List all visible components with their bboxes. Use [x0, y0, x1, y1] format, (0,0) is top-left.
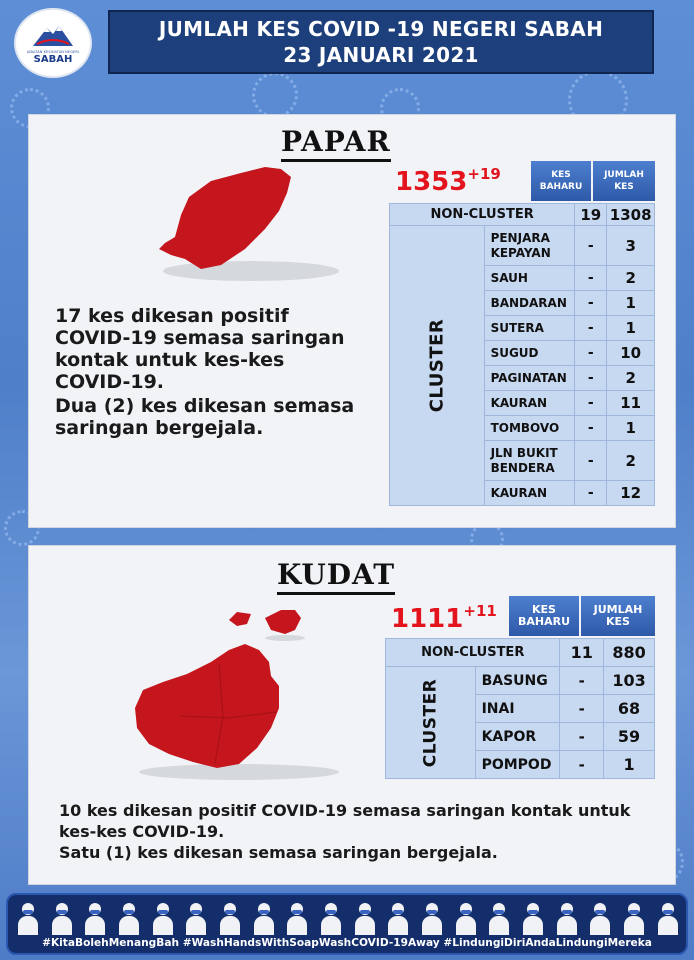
person-icon [590, 903, 610, 935]
cluster-new: - [560, 751, 604, 779]
person-icon [523, 903, 543, 935]
papar-col-new-header: KES BAHARU [531, 161, 591, 201]
person-icon [658, 903, 678, 935]
kudat-non-cluster-new: 11 [560, 639, 604, 667]
cluster-total: 12 [607, 481, 655, 506]
papar-cluster-label-cell [390, 226, 485, 506]
kudat-description [59, 800, 659, 863]
kudat-cluster-label: CLUSTER [420, 678, 441, 767]
cluster-name: PENJARA KEPAYAN [484, 226, 575, 266]
cluster-total: 68 [604, 695, 655, 723]
cluster-new: - [575, 366, 607, 391]
person-icon [388, 903, 408, 935]
papar-map [141, 159, 361, 289]
cluster-name: JLN BUKIT BENDERA [484, 441, 575, 481]
cluster-name: KAPOR [475, 723, 560, 751]
person-icon [119, 903, 139, 935]
person-icon [85, 903, 105, 935]
cluster-name: SUTERA [484, 316, 575, 341]
page-title: JUMLAH KES COVID -19 NEGERI SABAH [158, 17, 604, 41]
page-date: 23 JANUARI 2021 [283, 43, 479, 67]
person-icon [624, 903, 644, 935]
cluster-name: POMPOD [475, 751, 560, 779]
cluster-total: 103 [604, 667, 655, 695]
table-row [390, 204, 655, 226]
health-department-logo [14, 8, 92, 78]
cluster-total: 59 [604, 723, 655, 751]
cluster-new: - [575, 391, 607, 416]
papar-description [55, 305, 365, 439]
kudat-col-total-header: JUMLAH KES [581, 596, 655, 636]
footer-hashtags: #KitaBolehMenangBah #WashHandsWithSoapWashCOVID-19Away #LindungiDiriAndaLindungiMereka [42, 937, 652, 949]
person-icon [456, 903, 476, 935]
person-icon [153, 903, 173, 935]
cluster-total: 2 [607, 366, 655, 391]
person-icon [557, 903, 577, 935]
person-icon [186, 903, 206, 935]
cluster-new: - [575, 291, 607, 316]
papar-total-value: 1353 [395, 167, 468, 197]
papar-panel [28, 114, 676, 528]
cluster-new: - [575, 416, 607, 441]
papar-non-cluster-label: NON-CLUSTER [390, 204, 575, 226]
cluster-new: - [560, 667, 604, 695]
page-header [108, 10, 654, 74]
logo-name: SABAH [33, 53, 73, 65]
cluster-total: 3 [607, 226, 655, 266]
cluster-name: PAGINATAN [484, 366, 575, 391]
cluster-new: - [575, 226, 607, 266]
cluster-name: SUGUD [484, 341, 575, 366]
cluster-new: - [575, 441, 607, 481]
cluster-total: 1 [607, 316, 655, 341]
cluster-total: 2 [607, 441, 655, 481]
kudat-panel [28, 545, 676, 885]
kudat-map [119, 604, 349, 784]
cluster-name: KAURAN [484, 391, 575, 416]
papar-total-new: +19 [467, 165, 501, 183]
kudat-description-line: Satu (1) kes dikesan semasa saringan bergejala. [59, 843, 498, 862]
cluster-total: 1 [607, 416, 655, 441]
person-icon [52, 903, 72, 935]
logo-tagline: JABATAN KESIHATAN NEGERI [26, 49, 79, 54]
kudat-cases-table [385, 638, 655, 779]
papar-non-cluster-total: 1308 [607, 204, 655, 226]
cluster-name: SAUH [484, 266, 575, 291]
cluster-name: BASUNG [475, 667, 560, 695]
mountain-logo-icon [31, 22, 75, 48]
cluster-name: INAI [475, 695, 560, 723]
cluster-new: - [575, 266, 607, 291]
person-icon [321, 903, 341, 935]
person-icon [254, 903, 274, 935]
cluster-total: 1 [607, 291, 655, 316]
cluster-name: BANDARAN [484, 291, 575, 316]
kudat-total-value: 1111 [391, 604, 464, 634]
person-icon [18, 903, 38, 935]
papar-total [395, 165, 501, 197]
person-icon [355, 903, 375, 935]
papar-description-line: 17 kes dikesan positif COVID-19 semasa saringan kontak untuk kes-kes COVID-19. [55, 305, 345, 393]
virus-decoration [252, 72, 298, 118]
cluster-total: 10 [607, 341, 655, 366]
cluster-name: TOMBOVO [484, 416, 575, 441]
cluster-new: - [560, 695, 604, 723]
cluster-total: 11 [607, 391, 655, 416]
cluster-total: 1 [604, 751, 655, 779]
person-icon [220, 903, 240, 935]
kudat-non-cluster-total: 880 [604, 639, 655, 667]
papar-description-line: Dua (2) kes dikesan semasa saringan bergejala. [55, 395, 355, 439]
kudat-description-line: 10 kes dikesan positif COVID-19 semasa saringan kontak untuk kes-kes COVID-19. [59, 801, 631, 841]
papar-non-cluster-new: 19 [575, 204, 607, 226]
papar-cases-table [389, 203, 655, 506]
person-icon [422, 903, 442, 935]
table-row [386, 639, 655, 667]
cluster-new: - [575, 316, 607, 341]
footer-banner [6, 893, 688, 955]
kudat-col-new-header: KES BAHARU [509, 596, 579, 636]
cluster-new: - [575, 481, 607, 506]
papar-district-title: PAPAR [281, 125, 391, 162]
kudat-total [391, 602, 497, 634]
papar-col-total-header: JUMLAH KES [593, 161, 655, 201]
cluster-new: - [560, 723, 604, 751]
papar-cluster-label: CLUSTER [426, 318, 448, 413]
table-row [386, 667, 655, 695]
cluster-name: KAURAN [484, 481, 575, 506]
cluster-new: - [575, 341, 607, 366]
person-icon [489, 903, 509, 935]
kudat-cluster-label-cell [386, 667, 476, 779]
kudat-non-cluster-label: NON-CLUSTER [386, 639, 560, 667]
kudat-total-new: +11 [463, 602, 497, 620]
table-row [390, 226, 655, 266]
frontliner-figures [18, 899, 678, 935]
kudat-district-title: KUDAT [277, 558, 395, 595]
person-icon [287, 903, 307, 935]
cluster-total: 2 [607, 266, 655, 291]
